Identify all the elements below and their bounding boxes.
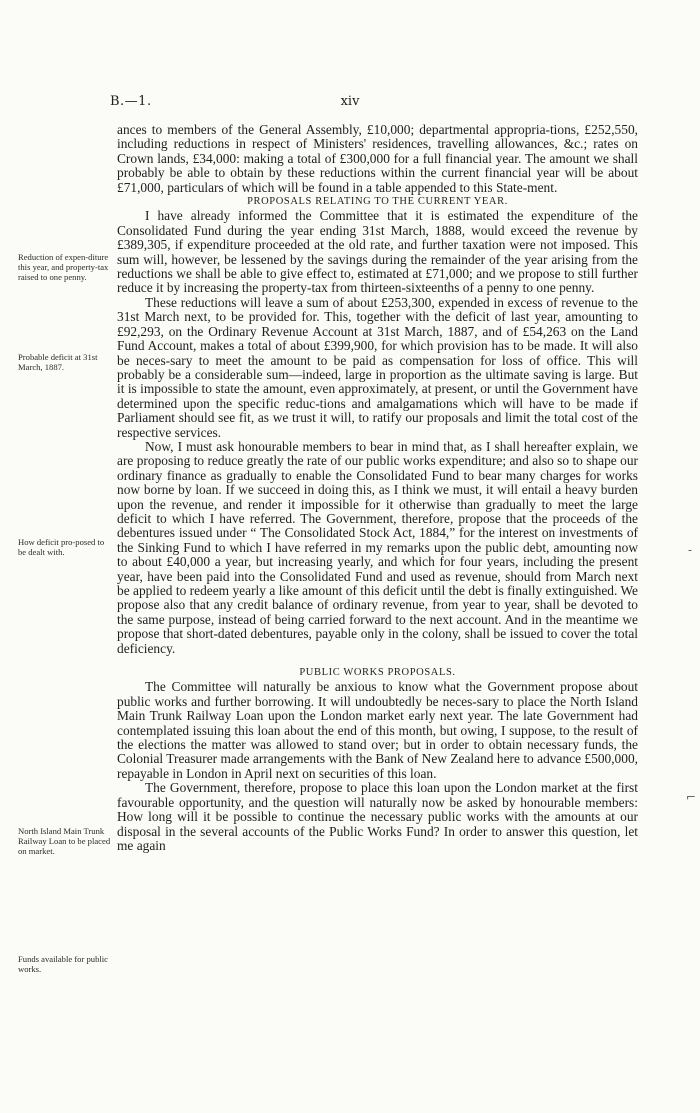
paragraph: ances to members of the General Assembly, £10,000; departmental appropria-tions, £252,550, including reductions in respect of Ministers' residences, travelling allowances, &c.; rates on Crown lands, £34,000: making a total of £300,000 for a full financial year. The amount we shall probably be able to obtain by these reductions within the current financial year will be about £71,000, particulars of which will be found in a table appended to this State-ment.	[117, 122, 638, 195]
margin-note-probable-deficit: Probable deficit at 31st March, 1887.	[18, 352, 98, 372]
margin-note-funds-public-works: Funds available for public works.	[18, 954, 108, 974]
page-number: xiv	[340, 94, 360, 109]
section-heading: PUBLIC WORKS PROPOSALS.	[299, 667, 456, 679]
paragraph: The Government, therefore, propose to place this loan upon the London market at the first favourable opportunity, and the question will naturally now be asked by honourable members: How long will it be possible to continue the necessary public works with the amounts at our disposal in the several accounts of the Public Works Fund? In order to answer this question, let me again	[117, 780, 638, 853]
body-text	[117, 123, 638, 853]
paragraph: The Committee will naturally be anxious to know what the Government propose about public works and further borrowing. It will undoubtedly be neces-sary to place the North Island Main Trunk Railway Loan upon the London market early next year. The late Government had contemplated issuing this loan about the end of this month, but owing, I suppose, to the result of the elections the matter was allowed to stand over; but in order to obtain necessary funds, the Colonial Treasurer made arrangements with the Bank of New Zealand here to advance £500,000, repayable in London in April next on securities of this loan.	[117, 679, 638, 781]
margin-note-reduction: Reduction of expen-diture this year, and property-tax raised to one penny.	[18, 252, 109, 282]
page-reference: B.—1.	[110, 94, 152, 109]
paragraph: Now, I must ask honourable members to bear in mind that, as I shall hereafter explain, we are proposing to reduce greatly the rate of our public works expenditure; and also so to shape our ordinary finance as gradually to enable the Consolidated Fund to bear many charges for works now borne by loan. If we succeed in doing this, as I think we must, it will entail a heavy burden upon the revenue, and render it impossible for it otherwise than gradually to meet the large deficit to which I have referred. The Government, therefore, propose that the proceeds of the debentures issued under “ The Consolidated Stock Act, 1884,” for the interest on investments of the Sinking Fund to which I have referred in my remarks upon the public debt, amounting now to about £40,000 a year, but increasing yearly, and which for four years, including the present year, have been paid into the Consolidated Fund and used as revenue, should from March next be applied to redeem yearly a like amount of this deficit until the debt is finally extinguished. We propose also that any credit balance of ordinary revenue, from year to year, shall be devoted to the same purpose, instead of being carried forward to the next account. And in the meantime we propose that short-dated debentures, payable only in the colony, shall be issued to cover the total deficiency.	[117, 438, 638, 656]
margin-mark: ‑	[688, 543, 693, 557]
margin-mark: ⌐	[686, 790, 697, 804]
paragraph: These reductions will leave a sum of about £253,300, expended in excess of revenue to the 31st March next, to be provided for. This, together with the deficit of last year, amounting to £92,293, on the Ordinary Revenue Account at 31st March, 1887, and of £54,263 on the Land Fund Account, makes a total of about £399,900, for which provision has to be made. It will also be neces-sary to meet the amount to be paid as compensation for loss of office. This will probably be a considerable sum—indeed, large in proportion as the ultimate saving is large. But it is impossible to state the amount, even approximately, at present, or until the Government have determined upon the specific reduc-tions and amalgamations which will have to be made if Parliament should see fit, as we trust it will, to ratify our proposals and limit the total cost of the respective services.	[117, 294, 638, 440]
margin-note-trunk-railway-loan: North Island Main Trunk Railway Loan to be placed on market.	[18, 826, 111, 856]
margin-note-deficit-dealt-with: How deficit pro-posed to be dealt with.	[18, 537, 105, 557]
section-heading: PROPOSALS RELATING TO THE CURRENT YEAR.	[247, 196, 508, 208]
paragraph: I have already informed the Committee that it is estimated the expenditure of the Consolidated Fund during the year ending 31st March, 1888, would exceed the revenue by £389,305, if expenditure proceeded at the old rate, and further taxation were not imposed. This sum will, however, be lessened by the savings during the remainder of the year arising from the reductions we shall be able to give effect to, estimated at £71,000; and we propose to still further reduce it by increasing the property-tax from thirteen-sixteenths of a penny to one penny.	[117, 208, 638, 296]
